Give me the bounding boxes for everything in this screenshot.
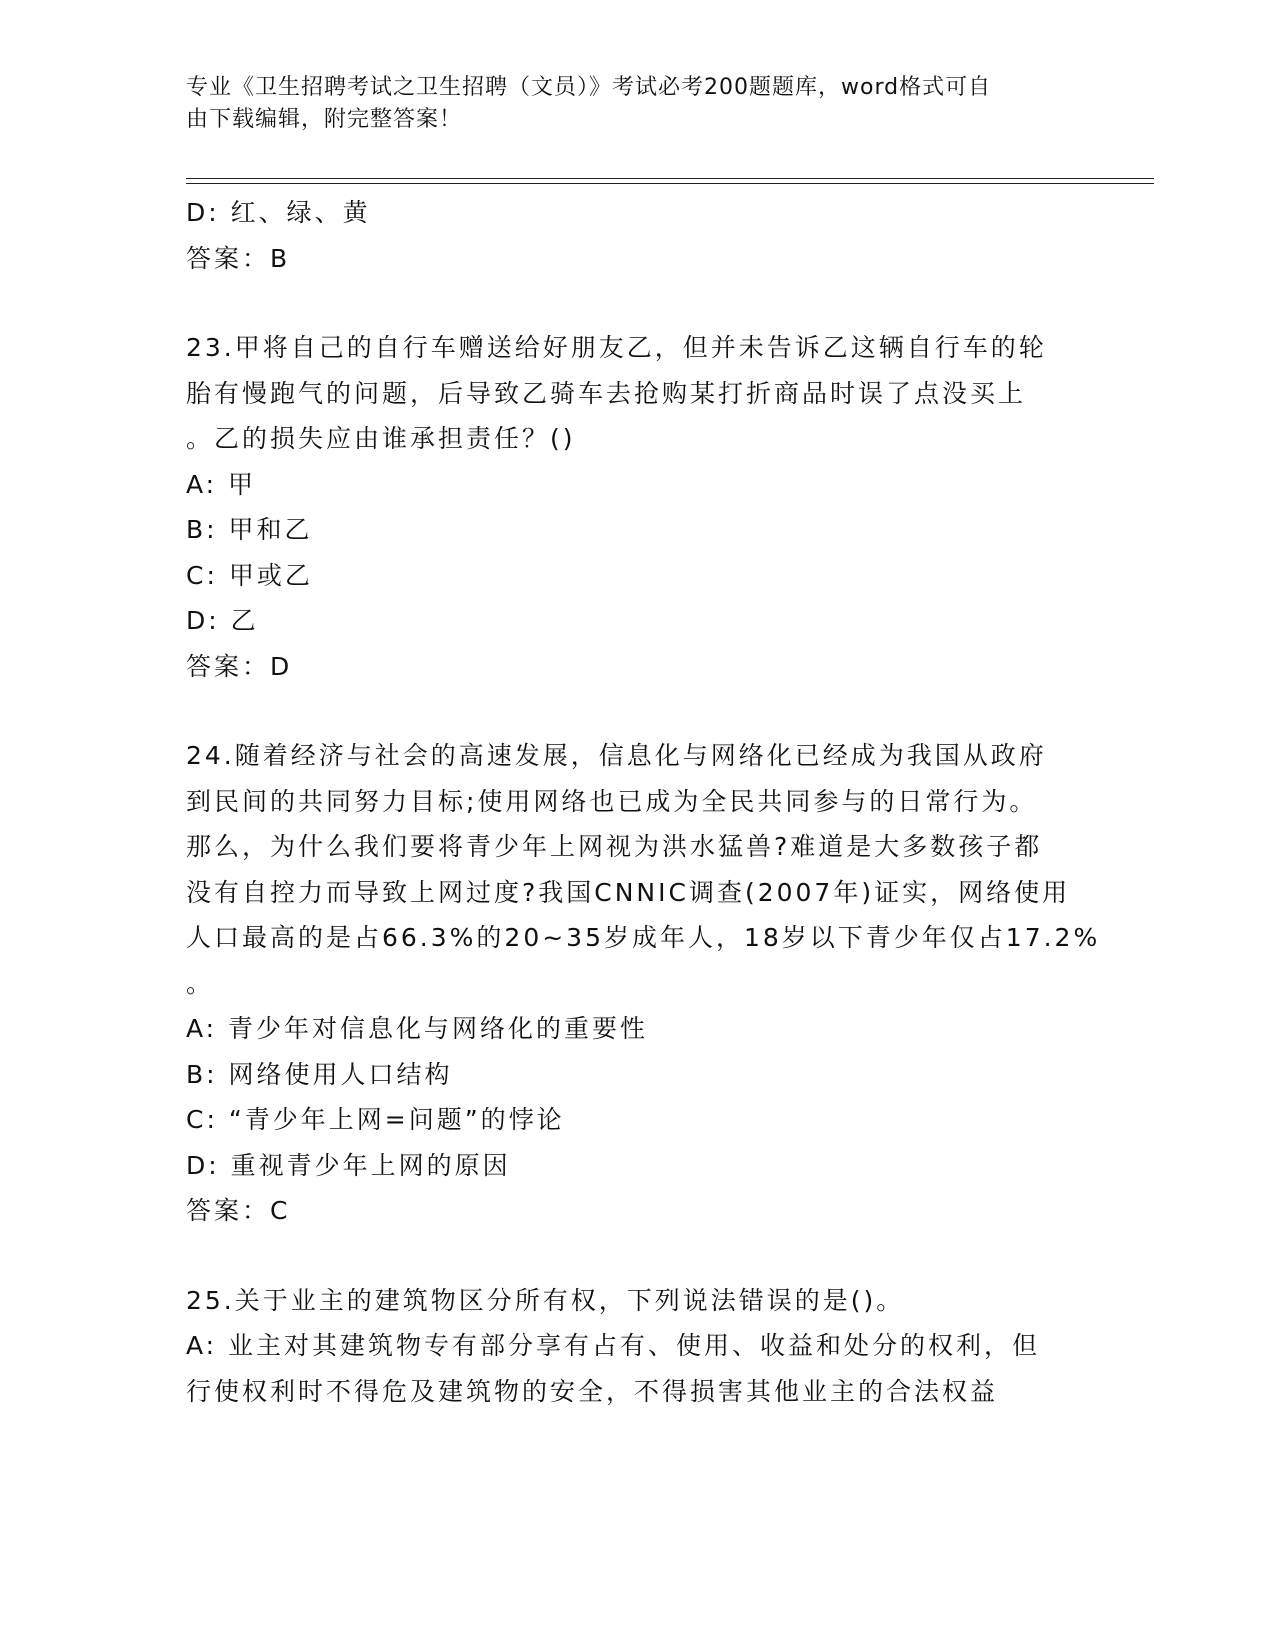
question-25: [186, 1278, 1086, 1415]
answer: 答案：D: [186, 651, 293, 681]
header-line-1: 专业《卫生招聘考试之卫生招聘（文员）》考试必考200题题库，word格式可自: [186, 75, 992, 100]
question-text-line: 24.随着经济与社会的高速发展，信息化与网络化已经成为我国从政府: [186, 741, 1047, 770]
option-b: B: 甲和乙: [186, 515, 313, 544]
question-list: [186, 190, 1101, 1414]
answer: 答案：C: [186, 1196, 291, 1225]
question-text-line: 胎有慢跑气的问题，后导致乙骑车去抢购某打折商品时误了点没买上: [186, 378, 1027, 408]
question-24: [186, 733, 1101, 1234]
option-d: D: 重视青少年上网的原因: [186, 1150, 511, 1180]
document-header: [186, 72, 1086, 136]
question-text-line: 23.甲将自己的自行车赠送给好朋友乙，但并未告诉乙这辆自行车的轮: [186, 333, 1047, 362]
question-text-line: 25.关于业主的建筑物区分所有权，下列说法错误的是()。: [186, 1285, 905, 1315]
option-a: A: 甲: [186, 469, 257, 499]
spacer: [186, 1234, 1086, 1278]
option-c: C: “青少年上网=问题”的悖论: [186, 1105, 565, 1134]
option-a-continued: 行使权利时不得危及建筑物的安全，不得损害其他业主的合法权益: [186, 1376, 999, 1406]
question-text-line: 。: [186, 968, 215, 998]
spacer: [186, 689, 1086, 733]
question-text-line: 人口最高的是占66.3%的20~35岁成年人，18岁以下青少年仅占17.2%: [186, 923, 1101, 952]
answer: 答案：B: [186, 243, 291, 273]
option-d: D: 乙: [186, 606, 259, 635]
option-d: D: 红、绿、黄: [186, 198, 371, 227]
question-text-line: 那么，为什么我们要将青少年上网视为洪水猛兽?难道是大多数孩子都: [186, 832, 1043, 861]
question-23: [186, 325, 1086, 689]
question-text-line: 。乙的损失应由谁承担责任？(): [186, 424, 576, 453]
question-text-line: 到民间的共同努力目标;使用网络也已成为全民共同参与的日常行为。: [186, 786, 1038, 816]
question-22-tail: [186, 190, 1086, 281]
header-divider-top: [186, 178, 1154, 179]
header-line-2: 由下载编辑，附完整答案！: [186, 107, 463, 132]
spacer: [186, 281, 1086, 325]
option-a: A: 业主对其建筑物专有部分享有占有、使用、收益和处分的权利，但: [186, 1331, 1041, 1360]
question-text-line: 没有自控力而导致上网过度?我国CNNIC调查(2007年)证实，网络使用: [186, 877, 1071, 907]
option-b: B: 网络使用人口结构: [186, 1059, 453, 1089]
option-c: C: 甲或乙: [186, 560, 313, 590]
option-a: A: 青少年对信息化与网络化的重要性: [186, 1014, 649, 1043]
header-divider-bottom: [186, 183, 1154, 184]
